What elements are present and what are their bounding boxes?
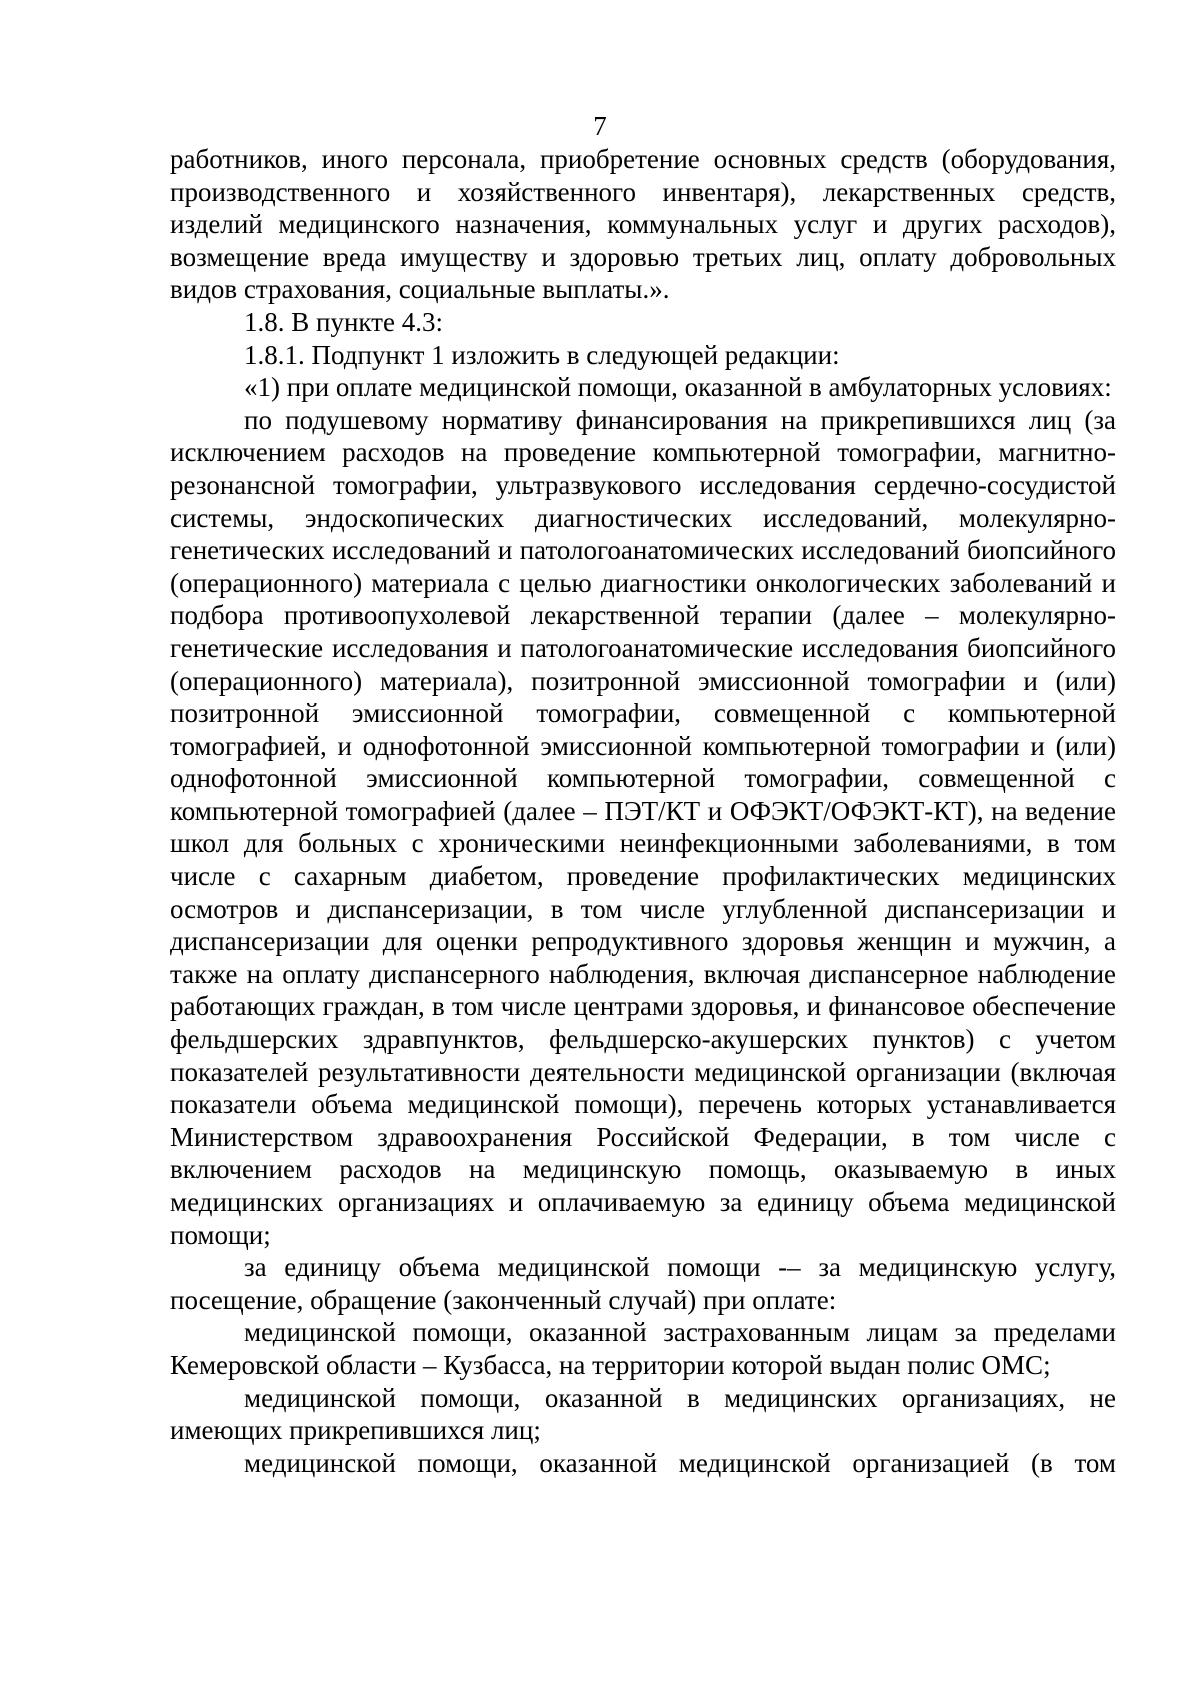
paragraph: медицинской помощи, оказанной в медицинских организациях, не имеющих прикрепившихся лиц;	[170, 1382, 1116, 1446]
paragraph: 1.8. В пункте 4.3:	[244, 306, 443, 337]
paragraph: 1.8.1. Подпункт 1 изложить в следующей редакции:	[244, 339, 840, 370]
paragraph: за единицу объема медицинской помощи -– за медицинскую услугу, посещение, обращение (законченный случай) при оплате:	[170, 1252, 1116, 1315]
paragraph: по подушевому нормативу финансирования на прикрепившихся лиц (за исключением расходов на проведение компьютерной томографии, магнитно-резонансной томографии, ультразвукового исследования сердечно-сосудистой системы, эндоскопических диагностических исследований, молекулярно-генетических исследований и патологоанатомических исследований биопсийного (операционного) материала с целью диагностики онкологических заболеваний и подбора противоопухолевой лекарственной терапии (далее – молекулярно-генетические исследования и патологоанатомические исследования биопсийного (операционного) материала), позитронной эмиссионной томографии и (или) позитронной эмиссионной томографии, совмещенной с компьютерной томографией, и однофотонной эмиссионной компьютерной томографии и (или) однофотонной эмиссионной компьютерной томографии, совмещенной с компьютерной томографией (далее – ПЭТ/КТ и ОФЭКТ/ОФЭКТ-КТ), на ведение школ для больных с хроническими неинфекционными заболеваниями, в том числе с сахарным диабетом, проведение профилактических медицинских осмотров и диспансеризации, в том числе углубленной диспансеризации и диспансеризации для оценки репродуктивного здоровья женщин и мужчин, а также на оплату диспансерного наблюдения, включая диспансерное наблюдение работающих граждан, в том числе центрами здоровья, и финансовое обеспечение фельдшерских здравпунктов, фельдшерско-акушерских пунктов) с учетом показателей результативности деятельности медицинской организации (включая показатели объема медицинской помощи), перечень которых устанавливается Министерством здравоохранения Российской Федерации, в том числе с включением расходов на медицинскую помощь, оказываемую в иных медицинских организациях и оплачиваемую за единицу объема медицинской помощи;	[170, 404, 1116, 1250]
paragraph: «1) при оплате медицинской помощи, оказанной в амбулаторных условиях:	[244, 372, 1112, 403]
document-body	[170, 143, 1116, 1479]
paragraph: медицинской помощи, оказанной медицинской организацией (в том	[244, 1447, 1116, 1478]
page-number: 7	[593, 111, 607, 141]
paragraph: медицинской помощи, оказанной застрахованным лицам за пределами Кемеровской области – Кузбасса, на территории которой выдан полис ОМС;	[170, 1317, 1116, 1380]
paragraph: работников, иного персонала, приобретение основных средств (оборудования, производственного и хозяйственного инвентаря), лекарственных средств, изделий медицинского назначения, коммунальных услуг и других расходов), возмещение вреда имуществу и здоровью третьих лиц, оплату добровольных видов страхования, социальные выплаты.».	[170, 144, 1116, 305]
